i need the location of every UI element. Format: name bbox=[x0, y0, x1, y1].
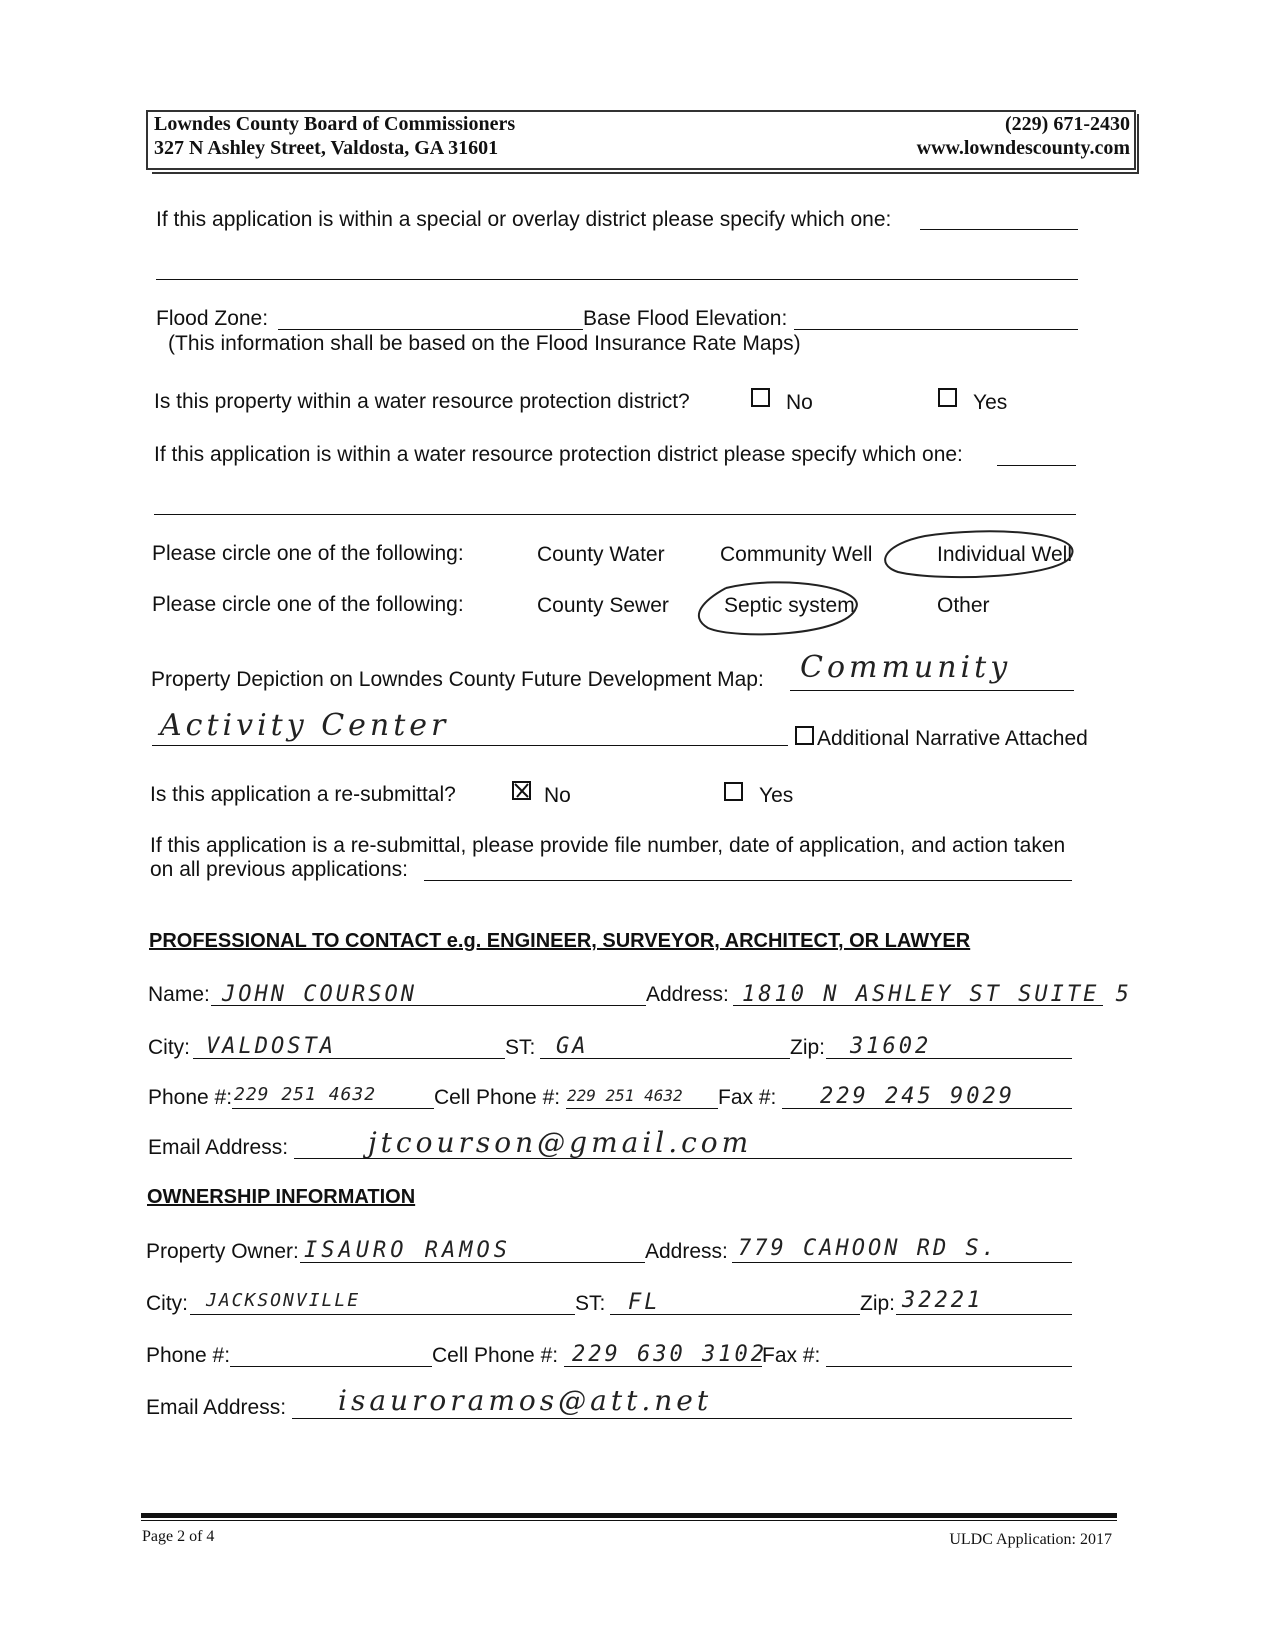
pro-phone-label: Phone #: bbox=[148, 1086, 233, 1109]
circle-mark-individual-well bbox=[880, 528, 1080, 588]
water-option-community-well[interactable]: Community Well bbox=[720, 543, 873, 566]
water-district-question: Is this property within a water resource protection district? bbox=[154, 390, 690, 413]
future-map-value-1: Community bbox=[800, 650, 1012, 685]
pro-fax-value: 229 245 9029 bbox=[820, 1084, 1015, 1109]
owner-address-label: Address: bbox=[645, 1240, 728, 1263]
owner-label: Property Owner: bbox=[146, 1240, 299, 1263]
resubmittal-field[interactable] bbox=[424, 880, 1072, 881]
flood-zone-field[interactable] bbox=[278, 329, 583, 330]
pro-cell-value: 229 251 4632 bbox=[567, 1086, 683, 1105]
future-map-value-2: Activity Center bbox=[160, 708, 450, 743]
owner-fax-field[interactable] bbox=[826, 1366, 1072, 1367]
pro-fax-label: Fax #: bbox=[718, 1086, 777, 1109]
footer-form-id: ULDC Application: 2017 bbox=[949, 1531, 1112, 1548]
pro-cell-field[interactable] bbox=[566, 1108, 718, 1109]
sewer-prompt: Please circle one of the following: bbox=[152, 593, 464, 616]
overlay-field[interactable] bbox=[920, 229, 1078, 230]
additional-narrative-checkbox[interactable] bbox=[795, 726, 814, 745]
pro-email-label: Email Address: bbox=[148, 1136, 289, 1159]
base-flood-field[interactable] bbox=[794, 329, 1078, 330]
org-phone: (229) 671-2430 bbox=[1005, 113, 1130, 135]
pro-zip-label: Zip: bbox=[790, 1036, 826, 1059]
water-district-no-label: No bbox=[786, 391, 813, 414]
professional-heading: PROFESSIONAL TO CONTACT e.g. ENGINEER, SURVEYOR, ARCHITECT, OR LAWYER bbox=[149, 930, 971, 952]
owner-zip-field[interactable] bbox=[896, 1314, 1072, 1315]
pro-address-value: 1810 N ASHLEY ST SUITE 5 bbox=[742, 982, 1132, 1007]
owner-address-value: 779 CAHOON RD S. bbox=[738, 1236, 998, 1261]
owner-st-label: ST: bbox=[575, 1292, 606, 1315]
footer-rule bbox=[141, 1513, 1117, 1518]
pro-phone-field[interactable] bbox=[232, 1108, 434, 1109]
water-option-individual-well[interactable]: Individual Well bbox=[937, 543, 1073, 566]
sewer-option-other[interactable]: Other bbox=[937, 594, 990, 617]
owner-phone-label: Phone #: bbox=[146, 1344, 231, 1367]
owner-value: ISAURO RAMOS bbox=[304, 1238, 511, 1263]
water-district-yes-checkbox[interactable] bbox=[938, 388, 957, 407]
pro-email-value: jtcourson@gmail.com bbox=[368, 1126, 753, 1159]
check-mark-icon bbox=[514, 783, 529, 798]
owner-fax-label: Fax #: bbox=[762, 1344, 821, 1367]
circle-mark-septic-system bbox=[696, 578, 876, 648]
overlay-question: If this application is within a special or overlay district please specify which one: bbox=[156, 208, 892, 231]
water-district-no-checkbox[interactable] bbox=[751, 388, 770, 407]
resubmittal-no-label: No bbox=[544, 784, 571, 807]
flood-note: (This information shall be based on the Flood Insurance Rate Maps) bbox=[168, 332, 801, 355]
org-website: www.lowndescounty.com bbox=[916, 137, 1130, 159]
pro-city-value: VALDOSTA bbox=[206, 1034, 336, 1059]
water-district-field-line2[interactable] bbox=[154, 514, 1076, 515]
pro-name-label: Name: bbox=[148, 983, 210, 1006]
resubmittal-question: Is this application a re-submittal? bbox=[150, 783, 456, 806]
water-option-county[interactable]: County Water bbox=[537, 543, 665, 566]
org-name: Lowndes County Board of Commissioners bbox=[154, 113, 516, 135]
future-map-label: Property Depiction on Lowndes County Future Development Map: bbox=[151, 668, 764, 691]
pro-st-value: GA bbox=[556, 1034, 589, 1059]
owner-cell-label: Cell Phone #: bbox=[432, 1344, 559, 1367]
owner-st-value: FL bbox=[628, 1290, 661, 1315]
ownership-heading: OWNERSHIP INFORMATION bbox=[147, 1186, 416, 1208]
owner-zip-value: 32221 bbox=[902, 1288, 984, 1313]
pro-name-value: JOHN COURSON bbox=[222, 982, 417, 1007]
flood-zone-label: Flood Zone: bbox=[156, 307, 269, 330]
water-district-field[interactable] bbox=[997, 465, 1076, 466]
additional-narrative-label: Additional Narrative Attached bbox=[817, 727, 1088, 750]
pro-address-label: Address: bbox=[646, 983, 729, 1006]
footer-rule-thin bbox=[141, 1520, 1117, 1521]
owner-zip-label: Zip: bbox=[860, 1292, 896, 1315]
water-source-prompt: Please circle one of the following: bbox=[152, 542, 464, 565]
owner-city-label: City: bbox=[146, 1292, 188, 1315]
resubmittal-no-checkbox[interactable] bbox=[512, 781, 531, 800]
water-district-yes-label: Yes bbox=[973, 391, 1008, 414]
owner-email-value: isauroramos@att.net bbox=[338, 1384, 713, 1417]
base-flood-label: Base Flood Elevation: bbox=[583, 307, 788, 330]
pro-phone-value: 229 251 4632 bbox=[234, 1084, 377, 1105]
pro-city-label: City: bbox=[148, 1036, 190, 1059]
future-map-field[interactable] bbox=[790, 690, 1074, 691]
footer-page-number: Page 2 of 4 bbox=[142, 1528, 215, 1545]
sewer-option-septic[interactable]: Septic system bbox=[724, 594, 855, 617]
overlay-field-line2[interactable] bbox=[156, 279, 1078, 280]
owner-cell-value: 229 630 3102 bbox=[572, 1342, 767, 1367]
resubmittal-followup-2: on all previous applications: bbox=[150, 858, 408, 881]
pro-st-label: ST: bbox=[505, 1036, 536, 1059]
resubmittal-yes-label: Yes bbox=[759, 784, 794, 807]
owner-phone-field[interactable] bbox=[230, 1366, 432, 1367]
owner-city-value: JACKSONVILLE bbox=[206, 1290, 361, 1311]
resubmittal-yes-checkbox[interactable] bbox=[724, 782, 743, 801]
sewer-option-county[interactable]: County Sewer bbox=[537, 594, 669, 617]
water-district-specify: If this application is within a water resource protection district please specify which one: bbox=[154, 443, 963, 466]
resubmittal-followup-1: If this application is a re-submittal, please provide file number, date of application, and action taken bbox=[150, 834, 1066, 857]
owner-city-field[interactable] bbox=[190, 1314, 575, 1315]
owner-email-label: Email Address: bbox=[146, 1396, 287, 1419]
owner-email-field[interactable] bbox=[292, 1418, 1072, 1419]
org-address: 327 N Ashley Street, Valdosta, GA 31601 bbox=[154, 137, 499, 159]
pro-zip-value: 31602 bbox=[850, 1034, 932, 1059]
future-map-field-line2[interactable] bbox=[152, 745, 788, 746]
pro-cell-label: Cell Phone #: bbox=[434, 1086, 561, 1109]
owner-address-field[interactable] bbox=[732, 1262, 1072, 1263]
